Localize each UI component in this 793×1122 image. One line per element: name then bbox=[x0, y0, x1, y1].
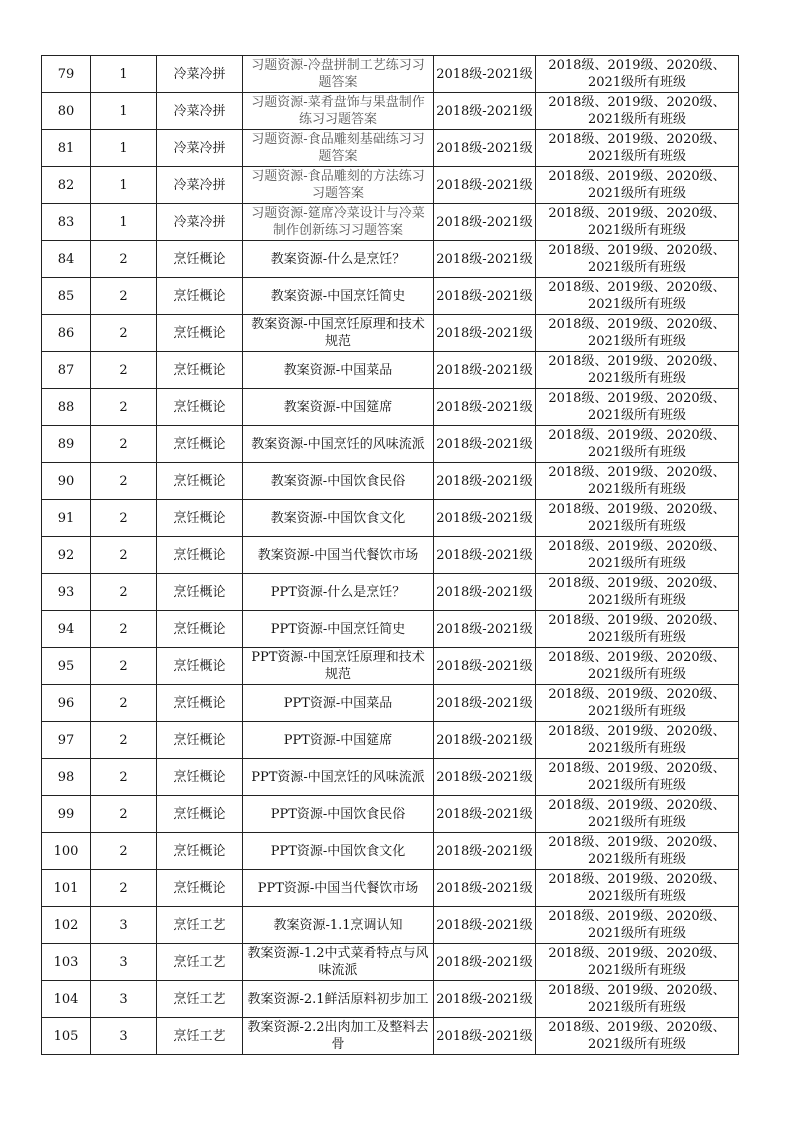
table-row bbox=[42, 722, 739, 759]
course-name-cell: 烹饪概论 bbox=[157, 833, 243, 870]
semester-cell: 3 bbox=[91, 944, 157, 981]
grade-range-cell: 2018级-2021级 bbox=[434, 204, 536, 241]
grade-range-cell: 2018级-2021级 bbox=[434, 759, 536, 796]
resource-name-cell: 教案资源-2.1鲜活原料初步加工 bbox=[243, 981, 434, 1018]
row-number-cell: 93 bbox=[42, 574, 91, 611]
resource-name-cell: 教案资源-中国菜品 bbox=[243, 352, 434, 389]
row-number-cell: 87 bbox=[42, 352, 91, 389]
row-number-cell: 95 bbox=[42, 648, 91, 685]
table-row bbox=[42, 93, 739, 130]
grade-range-cell: 2018级-2021级 bbox=[434, 426, 536, 463]
semester-cell: 2 bbox=[91, 426, 157, 463]
table-row bbox=[42, 611, 739, 648]
resource-name-cell: PPT资源-中国当代餐饮市场 bbox=[243, 870, 434, 907]
grade-range-cell: 2018级-2021级 bbox=[434, 611, 536, 648]
row-number-cell: 100 bbox=[42, 833, 91, 870]
grade-range-cell: 2018级-2021级 bbox=[434, 1018, 536, 1055]
semester-cell: 2 bbox=[91, 648, 157, 685]
course-name-cell: 烹饪概论 bbox=[157, 685, 243, 722]
row-number-cell: 101 bbox=[42, 870, 91, 907]
course-name-cell: 烹饪概论 bbox=[157, 389, 243, 426]
resource-name-cell: 教案资源-中国烹饪的风味流派 bbox=[243, 426, 434, 463]
resource-name-cell: PPT资源-中国烹饪的风味流派 bbox=[243, 759, 434, 796]
semester-cell: 1 bbox=[91, 167, 157, 204]
semester-cell: 2 bbox=[91, 463, 157, 500]
course-name-cell: 烹饪概论 bbox=[157, 463, 243, 500]
table-row bbox=[42, 463, 739, 500]
applicable-classes-cell: 2018级、2019级、2020级、2021级所有班级 bbox=[536, 796, 739, 833]
course-name-cell: 烹饪概论 bbox=[157, 870, 243, 907]
table-row bbox=[42, 352, 739, 389]
row-number-cell: 90 bbox=[42, 463, 91, 500]
resource-name-cell: PPT资源-中国烹饪简史 bbox=[243, 611, 434, 648]
course-name-cell: 烹饪概论 bbox=[157, 315, 243, 352]
applicable-classes-cell: 2018级、2019级、2020级、2021级所有班级 bbox=[536, 426, 739, 463]
semester-cell: 2 bbox=[91, 537, 157, 574]
row-number-cell: 80 bbox=[42, 93, 91, 130]
resource-name-cell: 教案资源-中国饮食文化 bbox=[243, 500, 434, 537]
course-name-cell: 烹饪概论 bbox=[157, 574, 243, 611]
table-row bbox=[42, 500, 739, 537]
table-row bbox=[42, 759, 739, 796]
grade-range-cell: 2018级-2021级 bbox=[434, 463, 536, 500]
applicable-classes-cell: 2018级、2019级、2020级、2021级所有班级 bbox=[536, 1018, 739, 1055]
semester-cell: 2 bbox=[91, 241, 157, 278]
semester-cell: 2 bbox=[91, 722, 157, 759]
course-name-cell: 冷菜冷拼 bbox=[157, 130, 243, 167]
semester-cell: 2 bbox=[91, 389, 157, 426]
row-number-cell: 98 bbox=[42, 759, 91, 796]
course-name-cell: 冷菜冷拼 bbox=[157, 56, 243, 93]
table-row bbox=[42, 315, 739, 352]
semester-cell: 2 bbox=[91, 759, 157, 796]
table-row bbox=[42, 685, 739, 722]
applicable-classes-cell: 2018级、2019级、2020级、2021级所有班级 bbox=[536, 463, 739, 500]
table-row bbox=[42, 907, 739, 944]
grade-range-cell: 2018级-2021级 bbox=[434, 648, 536, 685]
grade-range-cell: 2018级-2021级 bbox=[434, 944, 536, 981]
resource-name-cell: 教案资源-什么是烹饪？ bbox=[243, 241, 434, 278]
table-row bbox=[42, 537, 739, 574]
course-name-cell: 烹饪概论 bbox=[157, 537, 243, 574]
table-row bbox=[42, 389, 739, 426]
row-number-cell: 89 bbox=[42, 426, 91, 463]
applicable-classes-cell: 2018级、2019级、2020级、2021级所有班级 bbox=[536, 759, 739, 796]
semester-cell: 2 bbox=[91, 685, 157, 722]
course-name-cell: 烹饪概论 bbox=[157, 759, 243, 796]
applicable-classes-cell: 2018级、2019级、2020级、2021级所有班级 bbox=[536, 389, 739, 426]
applicable-classes-cell: 2018级、2019级、2020级、2021级所有班级 bbox=[536, 833, 739, 870]
resource-name-cell: PPT资源-中国烹饪原理和技术规范 bbox=[243, 648, 434, 685]
table-row bbox=[42, 796, 739, 833]
grade-range-cell: 2018级-2021级 bbox=[434, 907, 536, 944]
resource-name-cell: 教案资源-中国饮食民俗 bbox=[243, 463, 434, 500]
table-row bbox=[42, 981, 739, 1018]
course-name-cell: 冷菜冷拼 bbox=[157, 167, 243, 204]
resource-name-cell: 习题资源-菜肴盘饰与果盘制作练习习题答案 bbox=[243, 93, 434, 130]
semester-cell: 2 bbox=[91, 611, 157, 648]
semester-cell: 1 bbox=[91, 93, 157, 130]
row-number-cell: 102 bbox=[42, 907, 91, 944]
table-row bbox=[42, 426, 739, 463]
applicable-classes-cell: 2018级、2019级、2020级、2021级所有班级 bbox=[536, 611, 739, 648]
row-number-cell: 85 bbox=[42, 278, 91, 315]
grade-range-cell: 2018级-2021级 bbox=[434, 574, 536, 611]
table-row bbox=[42, 130, 739, 167]
course-name-cell: 烹饪概论 bbox=[157, 611, 243, 648]
grade-range-cell: 2018级-2021级 bbox=[434, 833, 536, 870]
course-name-cell: 烹饪概论 bbox=[157, 352, 243, 389]
table-row bbox=[42, 833, 739, 870]
applicable-classes-cell: 2018级、2019级、2020级、2021级所有班级 bbox=[536, 944, 739, 981]
table-row bbox=[42, 278, 739, 315]
applicable-classes-cell: 2018级、2019级、2020级、2021级所有班级 bbox=[536, 204, 739, 241]
row-number-cell: 104 bbox=[42, 981, 91, 1018]
grade-range-cell: 2018级-2021级 bbox=[434, 389, 536, 426]
course-name-cell: 烹饪概论 bbox=[157, 796, 243, 833]
grade-range-cell: 2018级-2021级 bbox=[434, 167, 536, 204]
semester-cell: 2 bbox=[91, 500, 157, 537]
applicable-classes-cell: 2018级、2019级、2020级、2021级所有班级 bbox=[536, 500, 739, 537]
applicable-classes-cell: 2018级、2019级、2020级、2021级所有班级 bbox=[536, 537, 739, 574]
applicable-classes-cell: 2018级、2019级、2020级、2021级所有班级 bbox=[536, 167, 739, 204]
resource-name-cell: 教案资源-2.2出肉加工及整料去骨 bbox=[243, 1018, 434, 1055]
grade-range-cell: 2018级-2021级 bbox=[434, 796, 536, 833]
semester-cell: 3 bbox=[91, 981, 157, 1018]
semester-cell: 2 bbox=[91, 796, 157, 833]
resource-name-cell: PPT资源-中国筵席 bbox=[243, 722, 434, 759]
row-number-cell: 92 bbox=[42, 537, 91, 574]
applicable-classes-cell: 2018级、2019级、2020级、2021级所有班级 bbox=[536, 93, 739, 130]
row-number-cell: 86 bbox=[42, 315, 91, 352]
resource-name-cell: 习题资源-筵席冷菜设计与冷菜制作创新练习习题答案 bbox=[243, 204, 434, 241]
applicable-classes-cell: 2018级、2019级、2020级、2021级所有班级 bbox=[536, 56, 739, 93]
semester-cell: 2 bbox=[91, 870, 157, 907]
resource-name-cell: PPT资源-什么是烹饪？ bbox=[243, 574, 434, 611]
course-name-cell: 烹饪概论 bbox=[157, 426, 243, 463]
course-name-cell: 烹饪概论 bbox=[157, 648, 243, 685]
row-number-cell: 83 bbox=[42, 204, 91, 241]
row-number-cell: 94 bbox=[42, 611, 91, 648]
course-name-cell: 烹饪概论 bbox=[157, 241, 243, 278]
semester-cell: 2 bbox=[91, 278, 157, 315]
row-number-cell: 105 bbox=[42, 1018, 91, 1055]
resource-name-cell: 习题资源-冷盘拼制工艺练习习题答案 bbox=[243, 56, 434, 93]
grade-range-cell: 2018级-2021级 bbox=[434, 315, 536, 352]
row-number-cell: 79 bbox=[42, 56, 91, 93]
applicable-classes-cell: 2018级、2019级、2020级、2021级所有班级 bbox=[536, 574, 739, 611]
grade-range-cell: 2018级-2021级 bbox=[434, 352, 536, 389]
table-row bbox=[42, 204, 739, 241]
semester-cell: 3 bbox=[91, 907, 157, 944]
semester-cell: 2 bbox=[91, 833, 157, 870]
course-name-cell: 冷菜冷拼 bbox=[157, 93, 243, 130]
resource-name-cell: 习题资源-食品雕刻基础练习习题答案 bbox=[243, 130, 434, 167]
semester-cell: 1 bbox=[91, 204, 157, 241]
applicable-classes-cell: 2018级、2019级、2020级、2021级所有班级 bbox=[536, 315, 739, 352]
grade-range-cell: 2018级-2021级 bbox=[434, 93, 536, 130]
applicable-classes-cell: 2018级、2019级、2020级、2021级所有班级 bbox=[536, 981, 739, 1018]
course-name-cell: 冷菜冷拼 bbox=[157, 204, 243, 241]
row-number-cell: 97 bbox=[42, 722, 91, 759]
row-number-cell: 96 bbox=[42, 685, 91, 722]
table-body bbox=[42, 56, 739, 1055]
applicable-classes-cell: 2018级、2019级、2020级、2021级所有班级 bbox=[536, 722, 739, 759]
table-row bbox=[42, 574, 739, 611]
row-number-cell: 103 bbox=[42, 944, 91, 981]
semester-cell: 2 bbox=[91, 315, 157, 352]
semester-cell: 1 bbox=[91, 56, 157, 93]
table-row bbox=[42, 241, 739, 278]
row-number-cell: 82 bbox=[42, 167, 91, 204]
table-row bbox=[42, 167, 739, 204]
resource-name-cell: 教案资源-中国烹饪简史 bbox=[243, 278, 434, 315]
table-row bbox=[42, 56, 739, 93]
row-number-cell: 81 bbox=[42, 130, 91, 167]
course-name-cell: 烹饪概论 bbox=[157, 500, 243, 537]
semester-cell: 2 bbox=[91, 574, 157, 611]
semester-cell: 1 bbox=[91, 130, 157, 167]
row-number-cell: 99 bbox=[42, 796, 91, 833]
grade-range-cell: 2018级-2021级 bbox=[434, 981, 536, 1018]
course-name-cell: 烹饪概论 bbox=[157, 722, 243, 759]
grade-range-cell: 2018级-2021级 bbox=[434, 685, 536, 722]
table-row bbox=[42, 870, 739, 907]
resource-name-cell: PPT资源-中国饮食民俗 bbox=[243, 796, 434, 833]
course-name-cell: 烹饪工艺 bbox=[157, 1018, 243, 1055]
resource-name-cell: 教案资源-1.1烹调认知 bbox=[243, 907, 434, 944]
semester-cell: 2 bbox=[91, 352, 157, 389]
course-name-cell: 烹饪工艺 bbox=[157, 981, 243, 1018]
applicable-classes-cell: 2018级、2019级、2020级、2021级所有班级 bbox=[536, 685, 739, 722]
applicable-classes-cell: 2018级、2019级、2020级、2021级所有班级 bbox=[536, 278, 739, 315]
resource-table bbox=[41, 55, 739, 1055]
resource-name-cell: 习题资源-食品雕刻的方法练习习题答案 bbox=[243, 167, 434, 204]
grade-range-cell: 2018级-2021级 bbox=[434, 241, 536, 278]
course-name-cell: 烹饪工艺 bbox=[157, 944, 243, 981]
row-number-cell: 91 bbox=[42, 500, 91, 537]
semester-cell: 3 bbox=[91, 1018, 157, 1055]
table-row bbox=[42, 648, 739, 685]
grade-range-cell: 2018级-2021级 bbox=[434, 500, 536, 537]
resource-name-cell: 教案资源-中国烹饪原理和技术规范 bbox=[243, 315, 434, 352]
resource-name-cell: PPT资源-中国菜品 bbox=[243, 685, 434, 722]
grade-range-cell: 2018级-2021级 bbox=[434, 278, 536, 315]
grade-range-cell: 2018级-2021级 bbox=[434, 537, 536, 574]
applicable-classes-cell: 2018级、2019级、2020级、2021级所有班级 bbox=[536, 907, 739, 944]
table-row bbox=[42, 1018, 739, 1055]
applicable-classes-cell: 2018级、2019级、2020级、2021级所有班级 bbox=[536, 241, 739, 278]
grade-range-cell: 2018级-2021级 bbox=[434, 870, 536, 907]
applicable-classes-cell: 2018级、2019级、2020级、2021级所有班级 bbox=[536, 648, 739, 685]
grade-range-cell: 2018级-2021级 bbox=[434, 722, 536, 759]
resource-name-cell: 教案资源-中国筵席 bbox=[243, 389, 434, 426]
grade-range-cell: 2018级-2021级 bbox=[434, 56, 536, 93]
resource-name-cell: PPT资源-中国饮食文化 bbox=[243, 833, 434, 870]
resource-name-cell: 教案资源-1.2中式菜肴特点与风味流派 bbox=[243, 944, 434, 981]
applicable-classes-cell: 2018级、2019级、2020级、2021级所有班级 bbox=[536, 130, 739, 167]
row-number-cell: 84 bbox=[42, 241, 91, 278]
resource-name-cell: 教案资源-中国当代餐饮市场 bbox=[243, 537, 434, 574]
row-number-cell: 88 bbox=[42, 389, 91, 426]
applicable-classes-cell: 2018级、2019级、2020级、2021级所有班级 bbox=[536, 352, 739, 389]
course-name-cell: 烹饪概论 bbox=[157, 278, 243, 315]
grade-range-cell: 2018级-2021级 bbox=[434, 130, 536, 167]
table-row bbox=[42, 944, 739, 981]
course-name-cell: 烹饪工艺 bbox=[157, 907, 243, 944]
applicable-classes-cell: 2018级、2019级、2020级、2021级所有班级 bbox=[536, 870, 739, 907]
